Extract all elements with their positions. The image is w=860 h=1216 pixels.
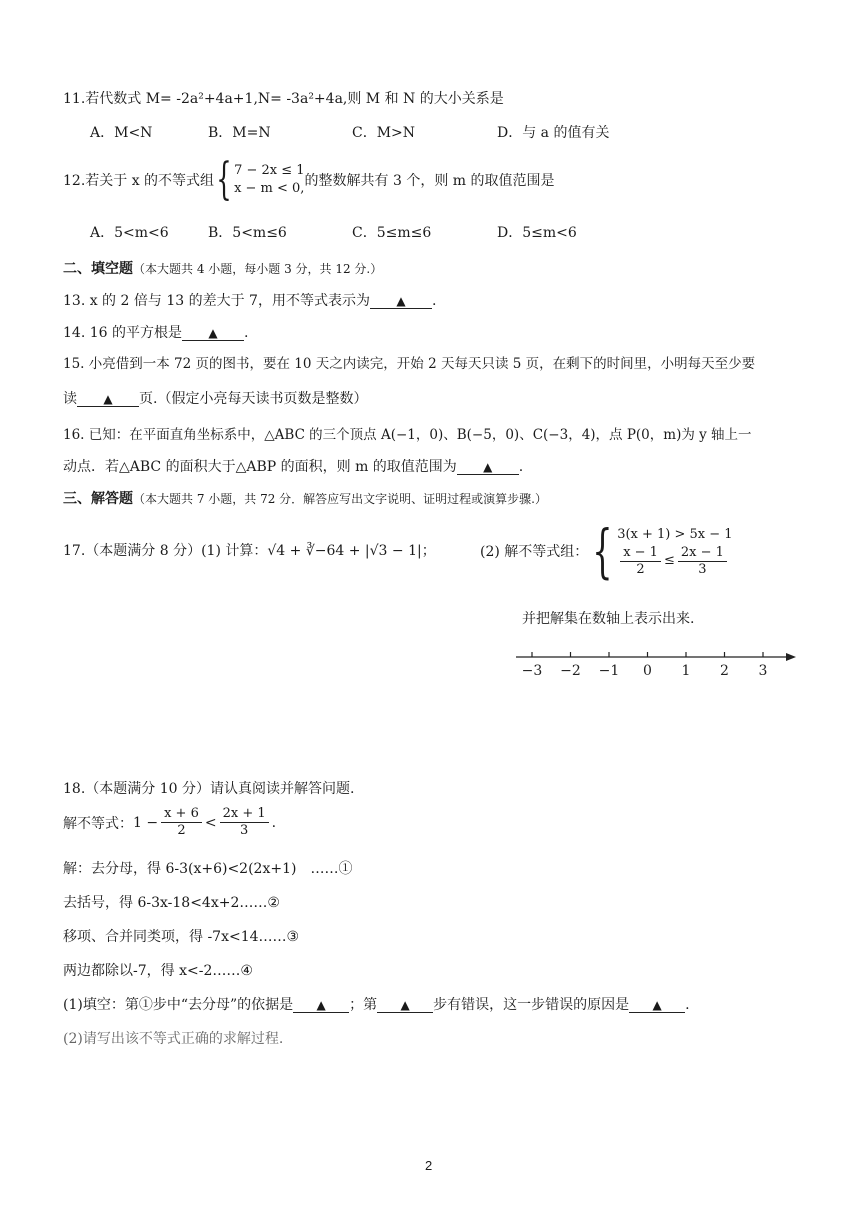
q17-part-2-label: (2) 解不等式组：	[480, 544, 589, 560]
fraction	[161, 806, 202, 839]
section-2-note: （本大题共 4 小题，每小题 3 分，共 12 分.）	[133, 262, 383, 276]
q18-problem-end: .	[271, 814, 277, 831]
numerator: x + 6	[161, 806, 202, 823]
q13-answer-blank: ▲	[370, 294, 432, 309]
q17-inequality-system	[617, 525, 732, 578]
q12-stem-suffix: 的整数解共有 3 个，则 m 的取值范围是	[304, 173, 555, 189]
denominator: 2	[636, 561, 645, 577]
q13-end: .	[431, 293, 437, 309]
q18-fill-in	[63, 994, 690, 1014]
fraction	[220, 806, 269, 839]
number-line-tick-label: −3	[521, 663, 543, 679]
q11-option-c: C．M>N	[352, 125, 416, 141]
left-brace: {	[592, 517, 613, 585]
q15-line-2-prefix: 读	[63, 391, 77, 407]
q16-end: .	[518, 459, 524, 475]
q13	[63, 290, 436, 310]
q12-stem	[63, 154, 555, 205]
number-line-tick-label: −1	[598, 663, 620, 679]
q18-head: 18.（本题满分 10 分）请认真阅读并解答问题.	[63, 781, 355, 797]
q18-blank-1: ▲	[293, 998, 349, 1013]
number-line-tick-label: 3	[758, 663, 768, 679]
q14-answer-blank: ▲	[182, 326, 244, 341]
q11-option-a: A．M<N	[90, 125, 153, 141]
q11-option-d: D．与 a 的值有关	[497, 125, 610, 141]
q15-line-2	[63, 388, 367, 408]
number-line-tick-label: 2	[720, 663, 729, 679]
q16-line-2	[63, 456, 523, 476]
denominator: 3	[698, 561, 707, 577]
numerator: x − 1	[620, 545, 661, 562]
q11-option-b: B．M=N	[208, 125, 271, 141]
denominator: 2	[177, 823, 186, 838]
q12-stem-prefix: 12.若关于 x 的不等式组	[63, 173, 215, 189]
fraction	[678, 545, 727, 578]
q12-option-b: B．5<m≤6	[208, 225, 287, 241]
q12-option-c: C．5≤m≤6	[352, 225, 432, 241]
q18-fill-a: (1)填空：第①步中“去分母”的依据是	[63, 997, 294, 1013]
q11-stem: 11.若代数式 M= -2a²+4a+1,N= -3a²+4a,则 M 和 N 的大小关系是	[63, 91, 504, 107]
q17-sys-ineq-1: 3(x + 1) > 5x − 1	[617, 526, 733, 542]
q13-text: 13. x 的 2 倍与 13 的差大于 7，用不等式表示为	[63, 293, 370, 309]
numerator: 2x + 1	[220, 806, 269, 823]
q12-inequality-system	[234, 162, 304, 198]
q17-expression: √4 + ∛−64 + |√3 − 1|；	[267, 543, 436, 559]
number-line	[510, 644, 806, 684]
q17-part-1	[63, 540, 436, 560]
q12-ineq-2: x − m < 0,	[234, 181, 305, 196]
q16-line-1: 16. 已知：在平面直角坐标系中，△ABC 的三个顶点 A(−1，0)、B(−5，0)、C(−3，4)，点 P(0，m)为 y 轴上一	[63, 427, 752, 443]
operator: ≤	[663, 553, 675, 568]
q12-option-a: A．5<m<6	[90, 225, 169, 241]
fraction	[620, 545, 661, 578]
section-3-title: 三、解答题	[63, 491, 133, 507]
numerator: 2x − 1	[678, 545, 727, 562]
q18-fill-b: ；第	[349, 997, 378, 1013]
q15-answer-blank: ▲	[77, 392, 139, 407]
q14	[63, 322, 248, 342]
section-3-heading	[63, 488, 547, 508]
left-brace: {	[216, 154, 232, 205]
q17-sys-ineq-2	[617, 545, 732, 578]
q15-line-2-suffix: 页.（假定小亮每天读书页数是整数）	[139, 391, 368, 407]
q18-problem	[63, 806, 276, 839]
page-number: 2	[425, 1158, 433, 1173]
q12-option-d: D．5≤m<6	[497, 225, 577, 241]
section-3-note: （本大题共 7 小题，共 72 分．解答应写出文字说明、证明过程或演算步骤.）	[133, 492, 547, 506]
q18-term-one: 1 −	[133, 814, 159, 831]
q18-blank-3: ▲	[629, 998, 685, 1013]
q14-end: .	[243, 325, 249, 341]
q18-step-1: 解：去分母，得 6-3(x+6)<2(2x+1) ……①	[63, 861, 353, 877]
section-2-heading	[63, 258, 382, 278]
operator: <	[204, 814, 217, 831]
q14-text: 14. 16 的平方根是	[63, 325, 182, 341]
q16-answer-blank: ▲	[457, 460, 519, 475]
q18-fill-c: 步有错误，这一步错误的原因是	[433, 997, 630, 1013]
q18-step-4: 两边都除以-7，得 x<-2……④	[63, 963, 253, 979]
number-line-tick-label: 0	[643, 663, 652, 679]
q17-part-2	[480, 517, 733, 585]
q16-line-2-prefix: 动点．若△ABC 的面积大于△ABP 的面积，则 m 的取值范围为	[63, 459, 457, 475]
q18-fill-end: .	[685, 997, 690, 1013]
q18-step-2: 去括号，得 6-3x-18<4x+2……②	[63, 895, 280, 911]
denominator: 3	[239, 823, 249, 838]
number-line-tick-label: −2	[560, 663, 581, 679]
q18-problem-prefix: 解不等式：	[63, 815, 133, 832]
number-line-arrow	[786, 653, 796, 661]
q17-tail: 并把解集在数轴上表示出来.	[522, 611, 695, 627]
q18-step-3: 移项、合并同类项，得 -7x<14……③	[63, 929, 300, 945]
number-line-tick-label: 1	[681, 663, 691, 679]
q17-head: 17.（本题满分 8 分）(1) 计算：	[63, 543, 268, 559]
q18-blank-2: ▲	[377, 998, 433, 1013]
section-2-title: 二、填空题	[63, 261, 133, 277]
q15-line-1: 15. 小亮借到一本 72 页的图书，要在 10 天之内读完，开始 2 天每天只读 5 页，在剩下的时间里，小明每天至少要	[63, 356, 756, 372]
q12-ineq-1: 7 − 2x ≤ 1	[234, 163, 305, 178]
q18-part-2: (2)请写出该不等式正确的求解过程.	[63, 1031, 284, 1047]
